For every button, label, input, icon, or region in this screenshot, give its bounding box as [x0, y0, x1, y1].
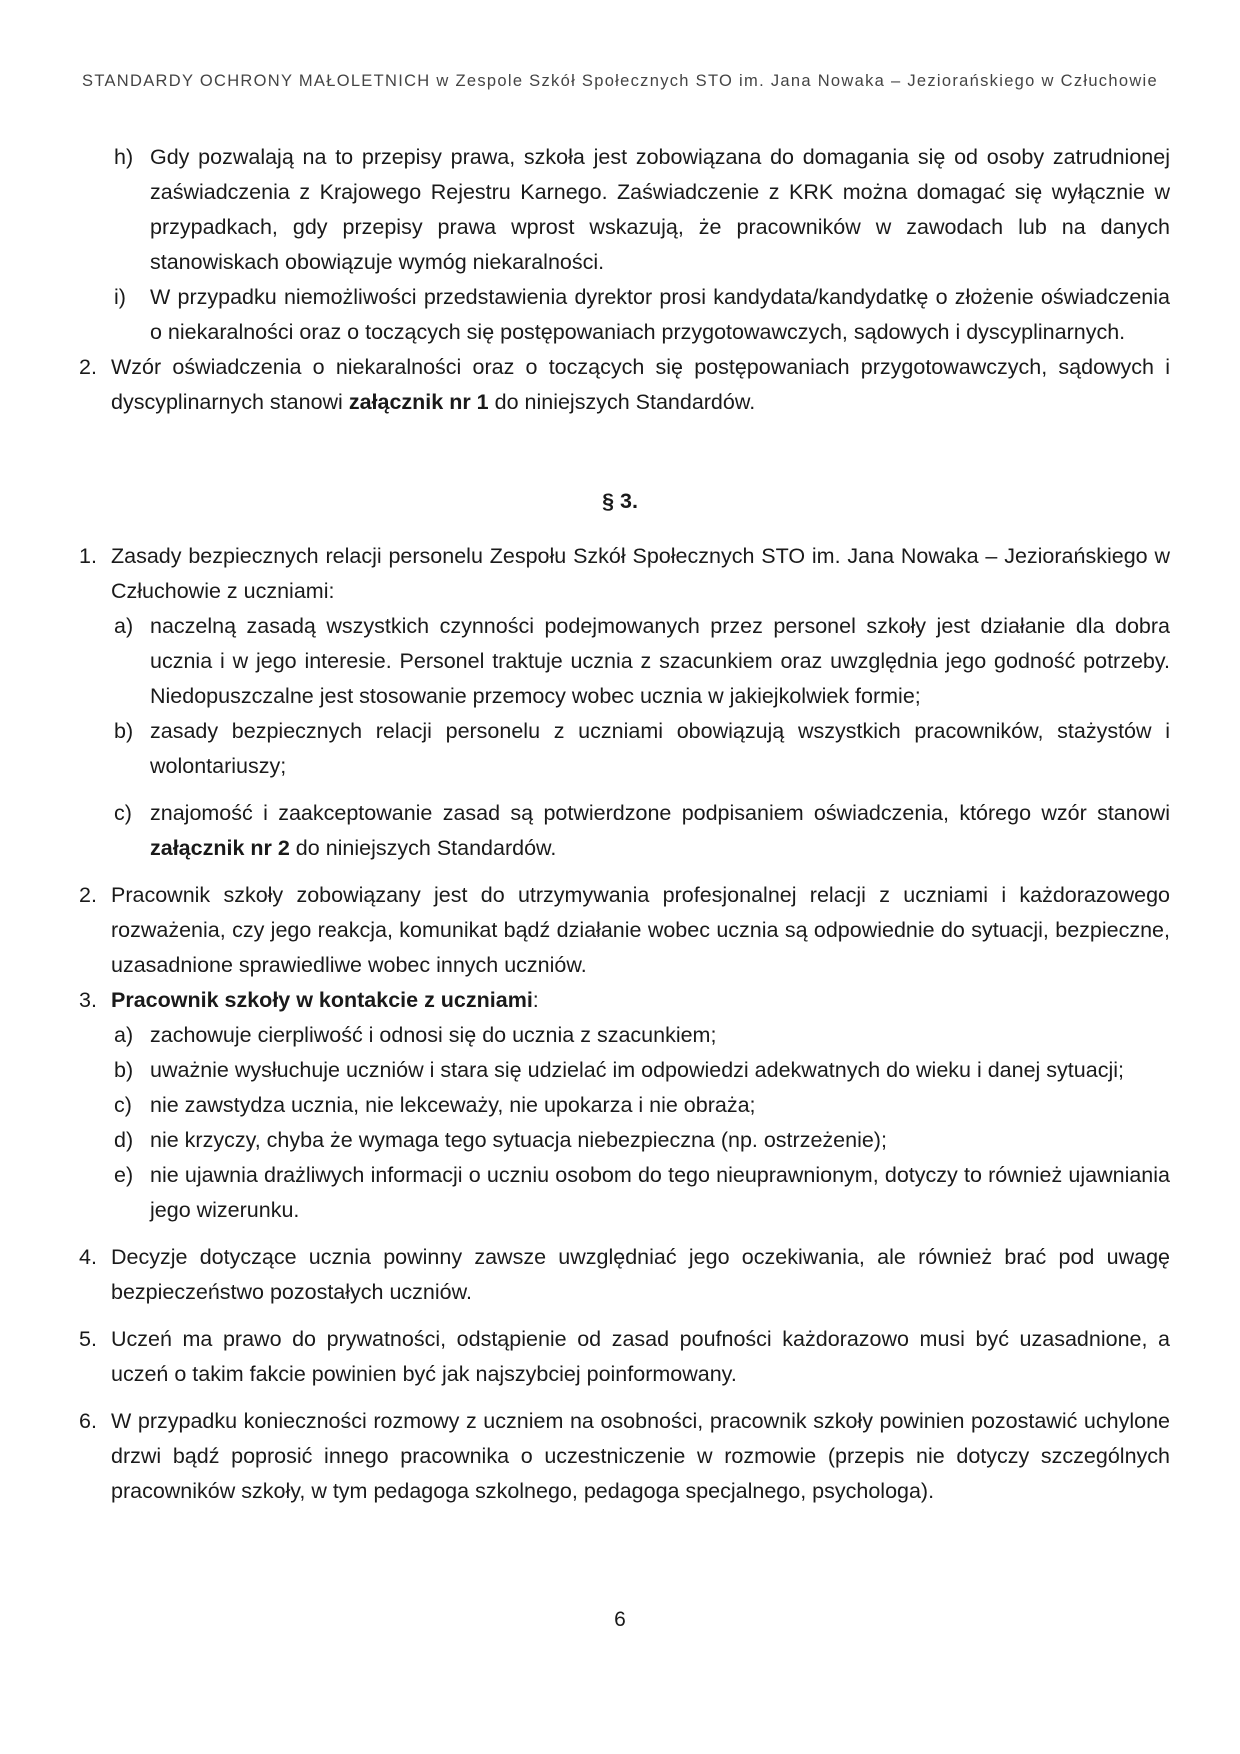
item-text: nie ujawnia drażliwych informacji o uczniu osobom do tego nieuprawnionym, dotyczy to również ujawniania jego wizerunku. — [150, 1163, 1170, 1222]
item-label: h) — [114, 145, 134, 169]
item-label: 4. — [79, 1245, 97, 1269]
list-item-d — [0, 1123, 1170, 1158]
attachment-reference: załącznik nr 2 — [150, 836, 290, 860]
section-paragraph-1 — [0, 539, 1170, 609]
item-text: znajomość i zaakceptowanie zasad są potwierdzone podpisaniem oświadczenia, którego wzór stanowi — [150, 801, 1170, 825]
item-text: Zasady bezpiecznych relacji personelu Zespołu Szkół Społecznych STO im. Jana Nowaka – Jeziorańskiego w Człuchowie z uczniami: — [111, 544, 1170, 603]
item-label: 2. — [79, 355, 97, 379]
item-text: do niniejszych Standardów. — [289, 836, 557, 860]
item-label: b) — [114, 1058, 134, 1082]
item-label: 2. — [79, 883, 97, 907]
list-item-e — [0, 1158, 1170, 1228]
section-paragraph-2 — [0, 878, 1170, 983]
item-label: a) — [114, 1023, 134, 1047]
item-text: W przypadku konieczności rozmowy z uczniem na osobności, pracownik szkoły powinien pozostawić uchylone drzwi bądź poprosić innego pracownika o uczestniczenie w rozmowie (przepis nie dotyczy szczególnych pracowników szkoły, w tym pedagoga szkolnego, pedagoga specjalnego, psychologa). — [111, 1409, 1170, 1503]
item-label: 1. — [79, 544, 97, 568]
item-label: d) — [114, 1128, 134, 1152]
item-label: 3. — [79, 988, 97, 1012]
item-label: 5. — [79, 1327, 97, 1351]
item-text: Pracownik szkoły zobowiązany jest do utrzymywania profesjonalnej relacji z uczniami i każdorazowego rozważenia, czy jego reakcja, komunikat bądź działanie wobec ucznia są odpowiednie do sytuacji, bezpieczne, uzasadnione sprawiedliwe wobec innych uczniów. — [111, 883, 1170, 977]
item-label: c) — [114, 801, 132, 825]
paragraph-2-attachment-1 — [0, 350, 1170, 420]
list-item-h — [0, 140, 1170, 280]
list-item-c — [0, 796, 1170, 866]
section-paragraph-5 — [0, 1322, 1170, 1392]
section-paragraph-3 — [0, 983, 1170, 1018]
running-header: STANDARDY OCHRONY MAŁOLETNICH w Zespole Szkół Społecznych STO im. Jana Nowaka – Jeziorańskiego w Człuchowie — [82, 72, 1158, 90]
item-label: a) — [114, 614, 134, 638]
section-paragraph-6 — [0, 1404, 1170, 1509]
item-text: zasady bezpiecznych relacji personelu z uczniami obowiązują wszystkich pracowników, stażystów i wolontariuszy; — [150, 719, 1170, 778]
item-text: zachowuje cierpliwość i odnosi się do ucznia z szacunkiem; — [150, 1023, 717, 1047]
item-text: nie krzyczy, chyba że wymaga tego sytuacja niebezpieczna (np. ostrzeżenie); — [150, 1128, 887, 1152]
item-label: b) — [114, 719, 134, 743]
item-label: c) — [114, 1093, 132, 1117]
item-text: Uczeń ma prawo do prywatności, odstąpienie od zasad poufności każdorazowo musi być uzasadnione, a uczeń o takim fakcie powinien być jak najszybciej poinformowany. — [111, 1327, 1170, 1386]
list-item-b — [0, 714, 1170, 784]
list-item-i — [0, 280, 1170, 350]
item-text: Gdy pozwalają na to przepisy prawa, szkoła jest zobowiązana do domagania się od osoby zatrudnionej zaświadczenia z Krajowego Rejestru Karnego. Zaświadczenie z KRK można domagać się wyłącznie w przypadkach, gdy przepisy prawa wprost wskazują, że pracowników w zawodach lub na danych stanowiskach obowiązuje wymóg niekaralności. — [150, 145, 1170, 274]
item-text: uważnie wysłuchuje uczniów i stara się udzielać im odpowiedzi adekwatnych do wieku i danej sytuacji; — [150, 1058, 1124, 1082]
page-number: 6 — [614, 1608, 626, 1631]
item-text: nie zawstydza ucznia, nie lekceważy, nie upokarza i nie obraża; — [150, 1093, 756, 1117]
list-item-c — [0, 1088, 1170, 1123]
item-text: naczelną zasadą wszystkich czynności podejmowanych przez personel szkoły jest działanie dla dobra ucznia i w jego interesie. Personel traktuje ucznia z szacunkiem oraz uwzględnia jego godność potrzeby. Niedopuszczalne jest stosowanie przemocy wobec ucznia w jakiejkolwiek formie; — [150, 614, 1170, 708]
item-text: do niniejszych Standardów. — [488, 390, 756, 414]
attachment-reference: załącznik nr 1 — [348, 390, 489, 414]
item-text: Wzór oświadczenia o niekaralności oraz o toczących się postępowaniach przygotowawczych, sądowych i dyscyplinarnych stanowi — [111, 355, 1170, 414]
list-item-a — [0, 1018, 1170, 1053]
item-label: e) — [114, 1163, 134, 1187]
section-paragraph-4 — [0, 1240, 1170, 1310]
document-body — [0, 140, 1240, 1509]
list-item-a — [0, 609, 1170, 714]
item-text: W przypadku niemożliwości przedstawienia dyrektor prosi kandydata/kandydatkę o złożenie oświadczenia o niekaralności oraz o toczących się postępowaniach przygotowawczych, sądowych i dyscyplinarnych. — [150, 285, 1170, 344]
item-text: : — [532, 988, 539, 1012]
item-text: Decyzje dotyczące ucznia powinny zawsze uwzględniać jego oczekiwania, ale również brać pod uwagę bezpieczeństwo pozostałych uczniów. — [111, 1245, 1170, 1304]
list-item-b — [0, 1053, 1170, 1088]
item-label: 6. — [79, 1409, 97, 1433]
bold-heading: Pracownik szkoły w kontakcie z uczniami — [111, 988, 533, 1012]
section-title: § 3. — [602, 489, 638, 513]
item-label: i) — [114, 285, 126, 309]
